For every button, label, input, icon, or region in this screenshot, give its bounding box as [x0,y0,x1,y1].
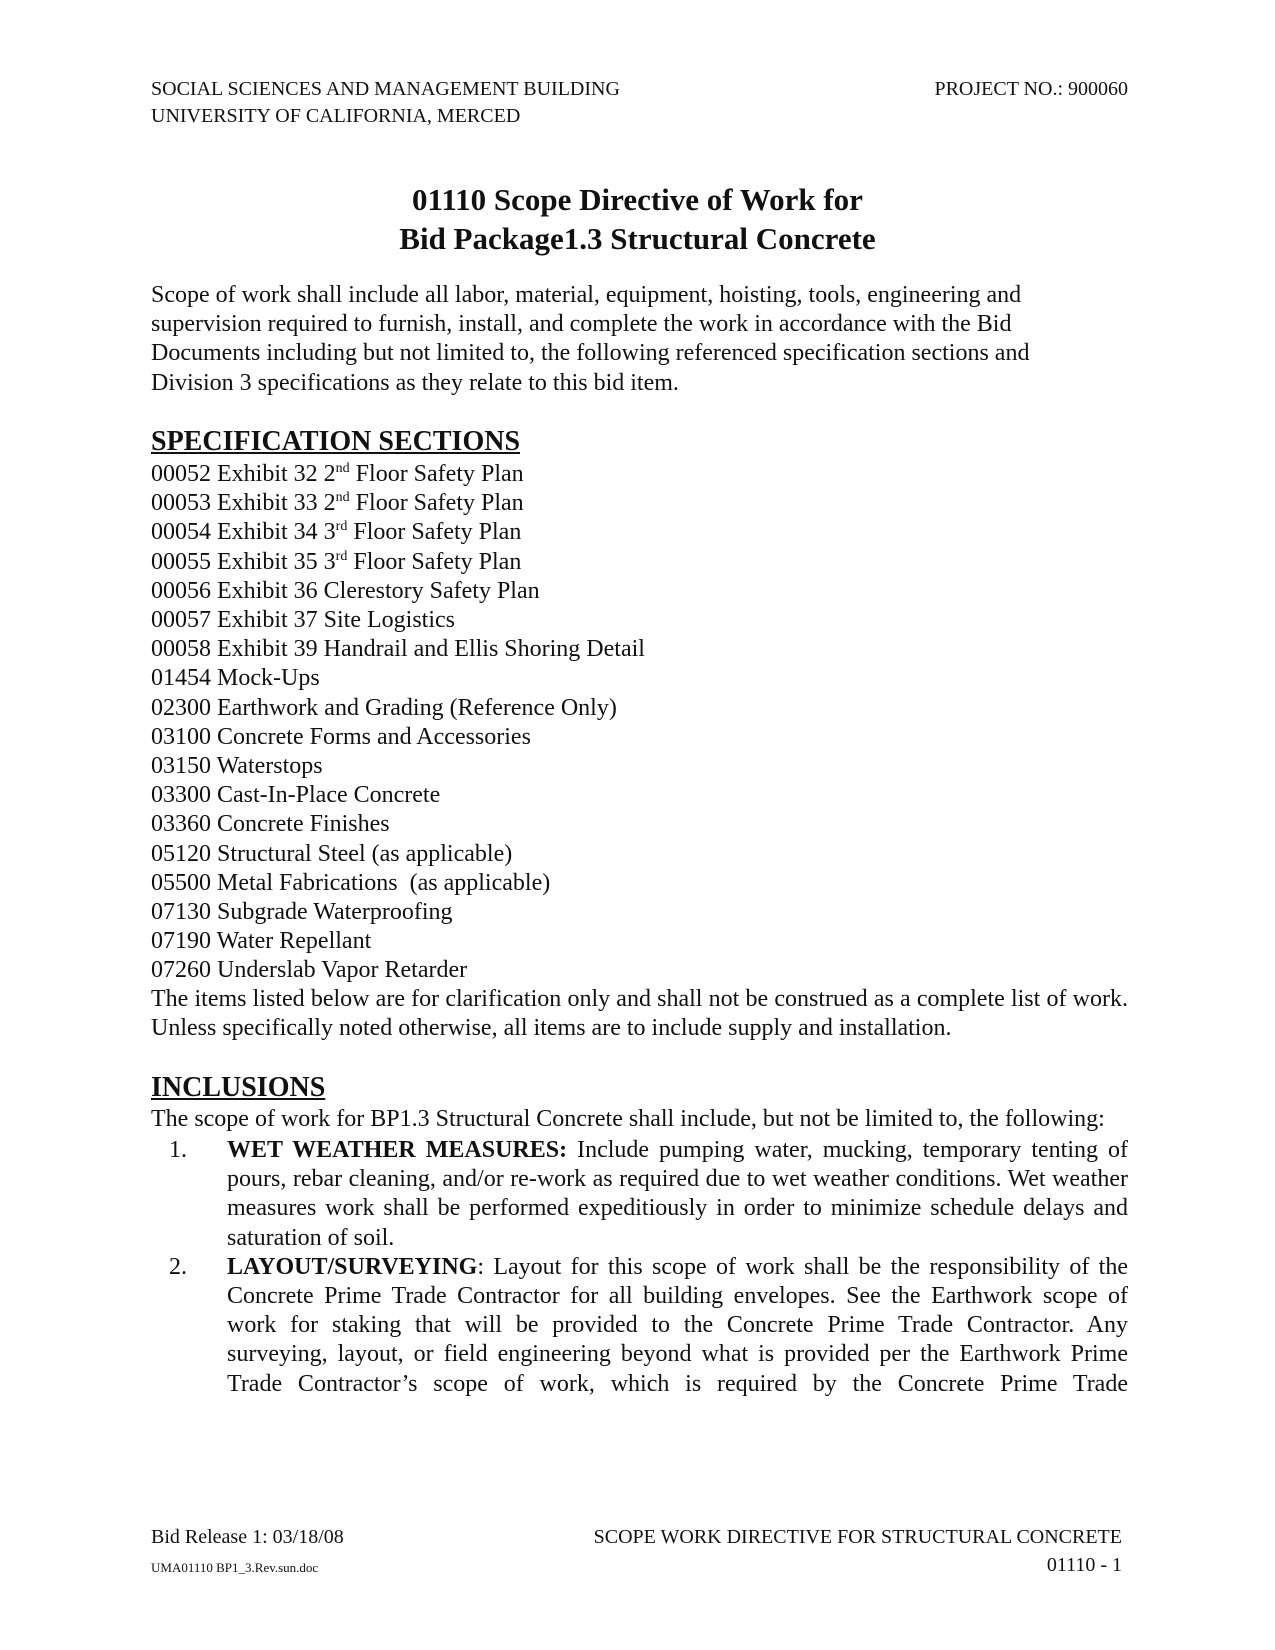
item-text: : Layout for this scope of work shall be the responsibility of the Concrete Prime Trade Contractor for all building envelopes. See the Earthwork scope of work for staking that will be provided to the Concrete Prime Trade Contractor. Any surveying, layout, or field engineering beyond what is provided per the Earthwork Prime Trade Contractor’s scope of work, which is required by the Concrete Prime Trade [227,1253,1128,1397]
spec-section-item [151,489,1128,518]
spec-section-item [151,752,1128,781]
item-label: LAYOUT/SURVEYING [227,1253,478,1280]
spec-section-item [151,577,1128,606]
spec-section-item [151,606,1128,635]
clarification-paragraph: The items listed below are for clarification only and shall not be construed as a complete list of work. Unless specifically noted otherwise, all items are to include supply and installation. [151,986,1128,1042]
spec-section-text: 01454 Mock-Ups [151,665,320,692]
spec-section-text: 00054 Exhibit 34 3 [151,519,336,546]
spec-sections-heading: SPECIFICATION SECTIONS [151,426,521,457]
footer-filename: UMA01110 BP1_3.Rev.sun.doc [151,1560,319,1575]
spec-section-text: 05500 Metal Fabrications (as applicable) [151,869,551,896]
spec-section-text: Floor Safety Plan [349,461,524,487]
spec-section-item [151,664,1128,693]
spec-sections-list [151,460,1128,986]
spec-section-text: 05120 Structural Steel (as applicable) [151,840,513,867]
ordinal-suffix: nd [335,461,350,476]
spec-section-text: Floor Safety Plan [349,490,524,517]
spec-section-text: 03100 Concrete Forms and Accessories [151,723,531,750]
document-title [0,180,1275,258]
university-name: UNIVERSITY OF CALIFORNIA, MERCED [151,105,521,127]
footer-doc-title: SCOPE WORK DIRECTIVE FOR STRUCTURAL CONCRETE [593,1526,1122,1548]
spec-section-item [151,548,1128,577]
ordinal-suffix: nd [335,490,350,506]
ordinal-suffix: rd [335,548,348,564]
spec-section-item [151,723,1128,752]
title-line-1: 01110 Scope Directive of Work for [412,182,863,217]
spec-section-text: 07190 Water Repellant [151,928,372,955]
spec-section-text: 03300 Cast-In-Place Concrete [151,782,441,809]
inclusions-list [151,1136,1128,1399]
spec-section-item [151,635,1128,664]
title-line-2: Bid Package1.3 Structural Concrete [399,221,876,256]
spec-section-text: 00058 Exhibit 39 Handrail and Ellis Shoring Detail [151,636,645,663]
item-number: 1. [169,1137,187,1163]
spec-section-text: 02300 Earthwork and Grading (Reference Only) [151,694,617,721]
spec-section-text: 07260 Underslab Vapor Retarder [151,957,468,984]
inclusion-item [151,1136,1128,1253]
spec-section-text: 00053 Exhibit 33 2 [151,490,336,517]
page-number: 01110 - 1 [1046,1554,1122,1576]
spec-section-text: 03360 Concrete Finishes [151,811,390,838]
spec-section-item [151,518,1128,547]
intro-paragraph: Scope of work shall include all labor, material, equipment, hoisting, tools, engineering and supervision required to furnish, install, and complete the work in accordance with the Bid Documents including but not limited to, the following referenced specification sections and Division 3 specifications as they relate to this bid item. [151,282,1030,396]
item-text: Include pumping water, mucking, temporary tenting of pours, rebar cleaning, and/or re-work as required due to wet weather conditions. Wet weather measures work shall be performed expeditiously in order to minimize schedule delays and saturation of soil. [227,1137,1128,1251]
spec-section-item [151,956,1128,985]
item-label: WET WEATHER MEASURES: [227,1137,568,1163]
spec-section-text: 00055 Exhibit 35 3 [151,548,336,575]
spec-section-item [151,781,1128,810]
running-header [151,76,620,130]
spec-section-text: 00057 Exhibit 37 Site Logistics [151,607,455,634]
ordinal-suffix: rd [335,519,348,535]
project-number: PROJECT NO.: 900060 [934,78,1128,100]
inclusions-heading: INCLUSIONS [151,1072,326,1103]
spec-section-text: 03150 Waterstops [151,753,323,780]
spec-section-item [151,460,1128,489]
spec-section-item [151,694,1128,723]
spec-section-item [151,840,1128,869]
spec-section-text: 07130 Subgrade Waterproofing [151,899,453,926]
spec-section-text: Floor Safety Plan [347,519,522,546]
spec-section-text: 00052 Exhibit 32 2 [151,461,336,487]
spec-section-item [151,810,1128,839]
inclusion-item [151,1253,1128,1399]
inclusions-intro: The scope of work for BP1.3 Structural Concrete shall include, but not be limited to, the following: [151,1106,1105,1132]
building-name: SOCIAL SCIENCES AND MANAGEMENT BUILDING [151,78,620,100]
spec-section-item [151,869,1128,898]
spec-section-text: 00056 Exhibit 36 Clerestory Safety Plan [151,577,540,604]
spec-section-item [151,927,1128,956]
bid-release: Bid Release 1: 03/18/08 [151,1526,344,1548]
spec-section-text: Floor Safety Plan [347,548,522,575]
spec-section-item [151,898,1128,927]
item-number: 2. [169,1253,187,1280]
